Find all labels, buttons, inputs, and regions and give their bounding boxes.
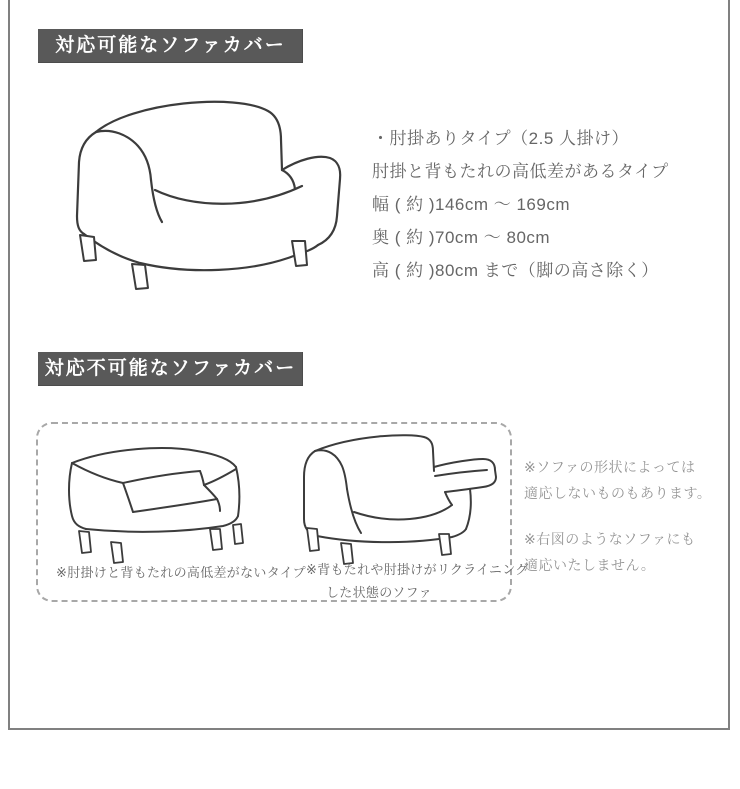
incompatible-notes xyxy=(524,454,736,578)
incompatible-section-header: 対応不可能なソファカバー xyxy=(38,352,303,386)
reclining-armrest-sofa-illustration xyxy=(284,427,512,567)
spec-line: 高 ( 約 )80cm まで（脚の高さ除く） xyxy=(372,261,659,280)
compatible-section-header: 対応可能なソファカバー xyxy=(38,29,303,63)
reclining-sofa-caption-line1: ※背もたれや肘掛けがリクライニング xyxy=(306,562,529,577)
spec-line: 幅 ( 約 )146cm ～ 169cm xyxy=(372,195,570,214)
two-seat-sofa-illustration xyxy=(40,88,370,303)
spec-line: 奥 ( 約 )70cm ～ 80cm xyxy=(372,228,551,247)
compatible-spec-list xyxy=(372,122,669,287)
spec-line: 肘掛と背もたれの高低差があるタイプ xyxy=(372,162,669,181)
note-shape-disclaimer: ※ソファの形状によっては 適応しないものもあります。 xyxy=(524,459,712,501)
spec-line: ・肘掛ありタイプ（2.5 人掛け） xyxy=(372,129,630,148)
note-right-figure-disclaimer: ※右図のようなソファにも 適応いたしません。 xyxy=(524,531,696,573)
box-type-sofa-illustration xyxy=(55,432,270,567)
reclining-sofa-caption-line2: した状態のソファ xyxy=(326,585,432,600)
reclining-sofa-caption xyxy=(306,558,529,604)
box-sofa-caption: ※肘掛けと背もたれの高低差がないタイプ xyxy=(56,565,306,580)
